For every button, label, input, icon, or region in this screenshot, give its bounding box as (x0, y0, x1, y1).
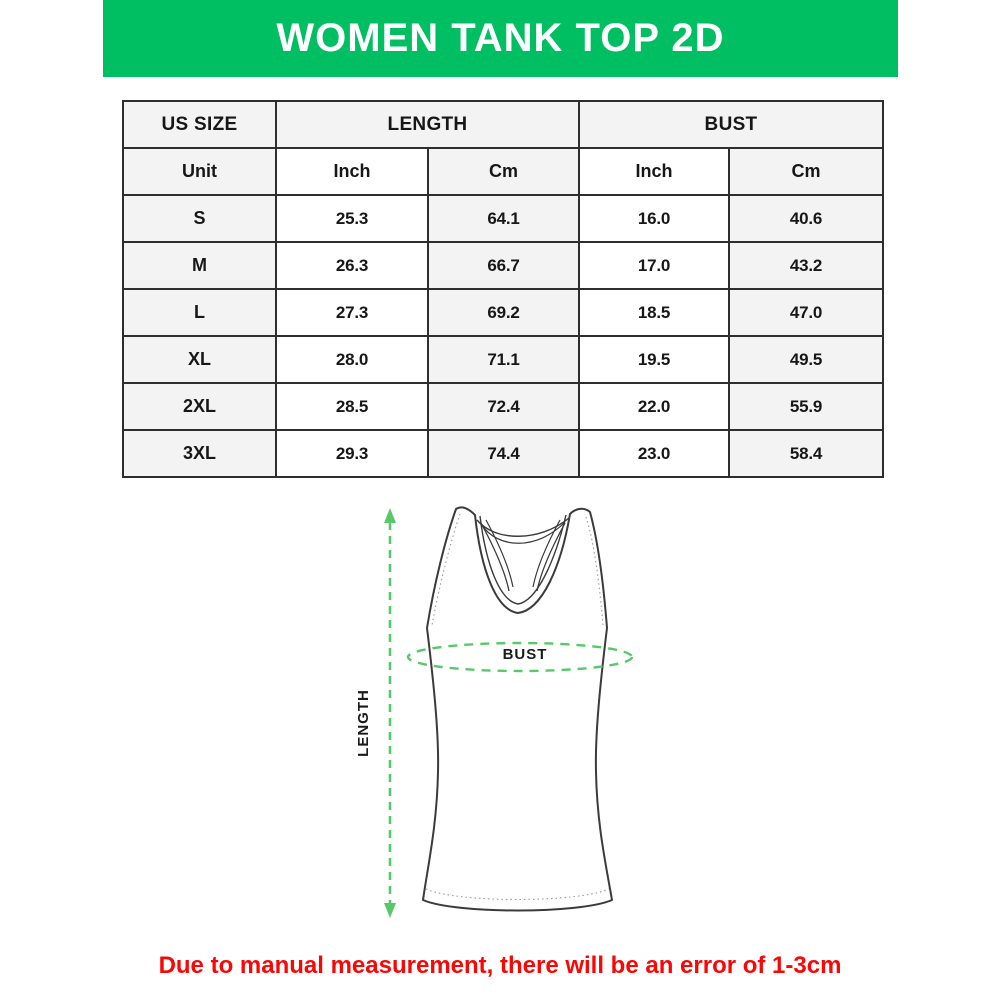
bust-cm-cell: 49.5 (729, 336, 883, 383)
length-cm-cell: 72.4 (428, 383, 579, 430)
table-row (123, 289, 883, 336)
size-cell: S (123, 195, 276, 242)
table-row (123, 336, 883, 383)
size-cell: XL (123, 336, 276, 383)
table-unit-row (123, 148, 883, 195)
length-inch-cell: 28.5 (276, 383, 428, 430)
table-row (123, 242, 883, 289)
length-inch-cell: 28.0 (276, 336, 428, 383)
length-cm-cell: 69.2 (428, 289, 579, 336)
col-header-length: LENGTH (276, 101, 579, 148)
measurement-disclaimer: Due to manual measurement, there will be an error of 1-3cm (158, 952, 842, 979)
bust-inch-cell: 18.5 (579, 289, 729, 336)
size-cell: 3XL (123, 430, 276, 477)
col-header-bust: BUST (579, 101, 883, 148)
length-inch-cell: 26.3 (276, 242, 428, 289)
bust-inch-cell: 22.0 (579, 383, 729, 430)
table-row (123, 195, 883, 242)
size-chart-table (122, 100, 884, 478)
table-group-header-row (123, 101, 883, 148)
arrow-up-icon (384, 508, 396, 523)
bust-cm-cell: 55.9 (729, 383, 883, 430)
bust-inch-label: Inch (579, 148, 729, 195)
bust-cm-cell: 47.0 (729, 289, 883, 336)
bust-cm-label: Cm (729, 148, 883, 195)
unit-label: Unit (123, 148, 276, 195)
col-header-us-size: US SIZE (123, 101, 276, 148)
size-cell: M (123, 242, 276, 289)
length-label: LENGTH (355, 689, 372, 757)
bust-cm-cell: 40.6 (729, 195, 883, 242)
length-cm-cell: 74.4 (428, 430, 579, 477)
bust-cm-cell: 43.2 (729, 242, 883, 289)
bust-inch-cell: 19.5 (579, 336, 729, 383)
length-guide (355, 508, 396, 918)
tank-top-outline-drawing (423, 507, 612, 910)
table-row (123, 430, 883, 477)
length-cm-cell: 66.7 (428, 242, 579, 289)
bust-inch-cell: 16.0 (579, 195, 729, 242)
length-inch-cell: 29.3 (276, 430, 428, 477)
length-inch-label: Inch (276, 148, 428, 195)
bust-label: BUST (502, 646, 548, 663)
arrow-down-icon (384, 903, 396, 918)
size-cell: 2XL (123, 383, 276, 430)
title-banner (103, 0, 898, 77)
bust-inch-cell: 23.0 (579, 430, 729, 477)
length-cm-cell: 64.1 (428, 195, 579, 242)
length-inch-cell: 25.3 (276, 195, 428, 242)
bust-cm-cell: 58.4 (729, 430, 883, 477)
length-cm-cell: 71.1 (428, 336, 579, 383)
length-inch-cell: 27.3 (276, 289, 428, 336)
tank-top-diagram (340, 495, 670, 935)
length-cm-label: Cm (428, 148, 579, 195)
table-row (123, 383, 883, 430)
bust-inch-cell: 17.0 (579, 242, 729, 289)
page-title: WOMEN TANK TOP 2D (276, 16, 725, 60)
size-cell: L (123, 289, 276, 336)
